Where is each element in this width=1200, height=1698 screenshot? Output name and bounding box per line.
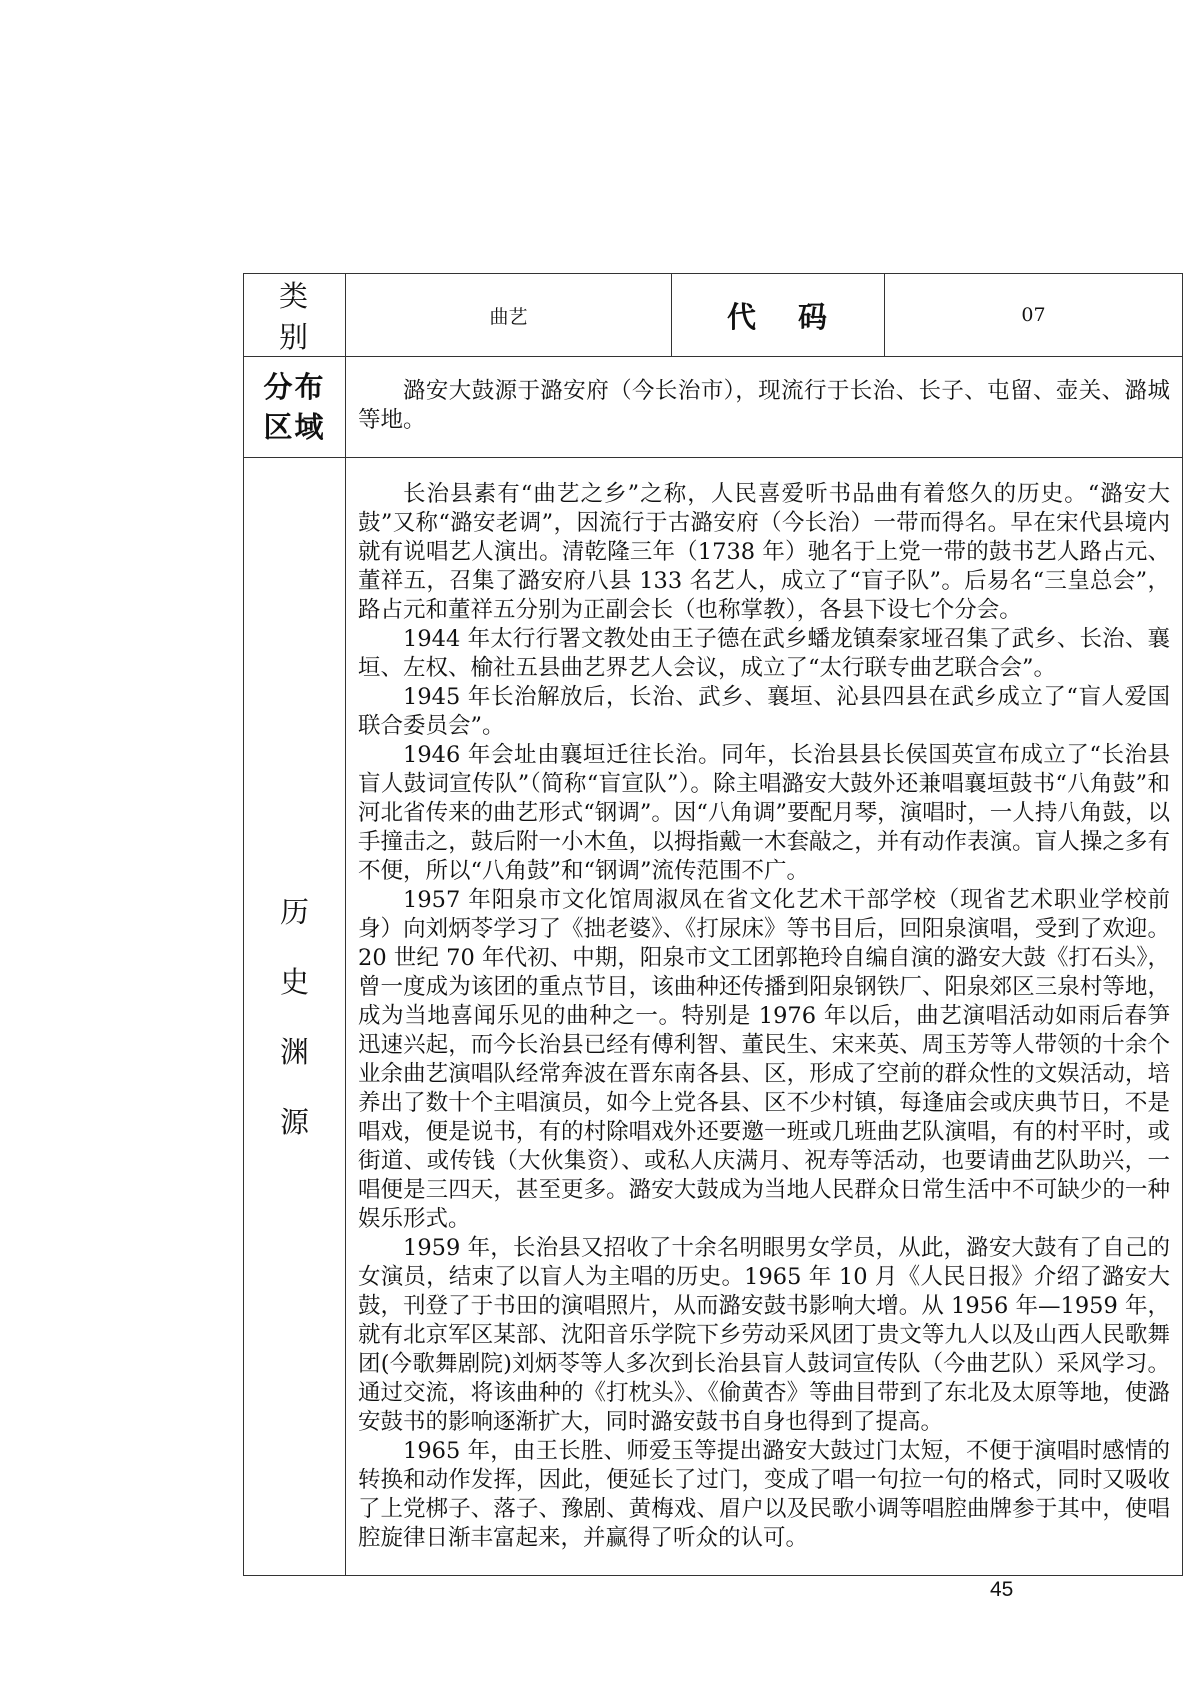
region-label-line1: 分布 xyxy=(263,370,326,404)
category-value: 曲艺 xyxy=(346,274,672,357)
history-label-char: 史 xyxy=(279,964,309,999)
history-paragraph: 长治县素有“曲艺之乡”之称，人民喜爱听书品曲有着悠久的历史。“潞安大鼓”又称“潞安老调”，因流行于古潞安府（今长治）一带而得名。早在宋代县境内就有说唱艺人演出。清乾隆三年（1738 年）驰名于上党一带的鼓书艺人路占元、董祥五，召集了潞安府八县 133 名艺人，成立了“盲子队”。后易名“三皇总会”，路占元和董祥五分别为正副会长（也称掌教），各县下设七个分会。 xyxy=(358,481,1170,623)
region-row xyxy=(244,357,1183,458)
region-text: 潞安大鼓源于潞安府（今长治市），现流行于长治、长子、屯留、壶关、潞城等地。 xyxy=(358,378,1170,433)
history-row xyxy=(244,458,1183,1576)
history-paragraph: 1959 年，长治县又招收了十余名明眼男女学员，从此，潞安大鼓有了自己的女演员，结束了以盲人为主唱的历史。1965 年 10 月《人民日报》介绍了潞安大鼓，刊登了于书田的演唱照片，从而潞安鼓书影响大增。从 1956 年—1959 年，就有北京军区某部、沈阳音乐学院下乡劳动采风团丁贵文等九人以及山西人民歌舞团(今歌舞剧院)刘炳苓等人多次到长治县盲人鼓词宣传队（今曲艺队）采风学习。通过交流，将该曲种的《打枕头》、《偷黄杏》等曲目带到了东北及太原等地，使潞安鼓书的影响逐渐扩大，同时潞安鼓书自身也得到了提高。 xyxy=(358,1235,1170,1435)
history-text-cell xyxy=(346,458,1183,1576)
code-label: 代 码 xyxy=(672,274,885,357)
history-paragraph: 1944 年太行行署文教处由王子德在武乡蟠龙镇秦家垭召集了武乡、长治、襄垣、左权、榆社五县曲艺界艺人会议，成立了“太行联专曲艺联合会”。 xyxy=(358,626,1170,681)
history-paragraph: 1946 年会址由襄垣迁往长治。同年，长治县县长侯国英宣布成立了“长治县盲人鼓词宣传队”（简称“盲宣队”）。除主唱潞安大鼓外还兼唱襄垣鼓书“八角鼓”和河北省传来的曲艺形式“钢调”。因“八角调”要配月琴，演唱时，一人持八角鼓，以手撞击之，鼓后附一小木鱼，以拇指戴一木套敲之，并有动作表演。盲人操之多有不便，所以“八角鼓”和“钢调”流传范围不广。 xyxy=(358,742,1170,884)
category-row xyxy=(244,274,1183,357)
region-label-line2: 区域 xyxy=(263,410,326,444)
region-text-cell xyxy=(346,357,1183,458)
history-paragraph: 1945 年长治解放后，长治、武乡、襄垣、沁县四县在武乡成立了“盲人爱国联合委员会”。 xyxy=(358,684,1170,739)
code-value: 07 xyxy=(885,274,1183,357)
history-paragraph: 1957 年阳泉市文化馆周淑凤在省文化艺术干部学校（现省艺术职业学校前身）向刘炳苓学习了《拙老婆》、《打尿床》等书目后，回阳泉演唱，受到了欢迎。20 世纪 70 年代初、中期，阳泉市文工团郭艳玲自编自演的潞安大鼓《打石头》，曾一度成为该团的重点节目，该曲种还传播到阳泉钢铁厂、阳泉郊区三泉村等地，成为当地喜闻乐见的曲种之一。特别是 1976 年以后，曲艺演唱活动如雨后春笋迅速兴起，而今长治县已经有傅利智、董民生、宋来英、周玉芳等人带领的十余个业余曲艺演唱队经常奔波在晋东南各县、区，形成了空前的群众性的文娱活动，培养出了数十个主唱演员，如今上党各县、区不少村镇，每逢庙会或庆典节日，不是唱戏，便是说书，有的村除唱戏外还要邀一班或几班曲艺队演唱，有的村平时，或街道、或传钱（大伙集资）、或私人庆满月、祝寿等活动，也要请曲艺队助兴，一唱便是三四天，甚至更多。潞安大鼓成为当地人民群众日常生活中不可缺少的一种娱乐形式。 xyxy=(358,887,1170,1232)
page-number: 45 xyxy=(990,1578,1014,1601)
history-label xyxy=(244,458,346,1576)
history-label-char: 渊 xyxy=(279,1034,309,1069)
record-table xyxy=(243,273,1183,1576)
region-label xyxy=(244,357,346,458)
category-label: 类 别 xyxy=(244,274,346,357)
history-paragraph: 1965 年，由王长胜、师爱玉等提出潞安大鼓过门太短，不便于演唱时感情的转换和动作发挥，因此，便延长了过门，变成了唱一句拉一句的格式，同时又吸收了上党梆子、落子、豫剧、黄梅戏、眉户以及民歌小调等唱腔曲牌参于其中，使唱腔旋律日渐丰富起来，并赢得了听众的认可。 xyxy=(358,1438,1170,1551)
history-label-char: 历 xyxy=(279,894,309,929)
history-label-char: 源 xyxy=(279,1104,309,1139)
